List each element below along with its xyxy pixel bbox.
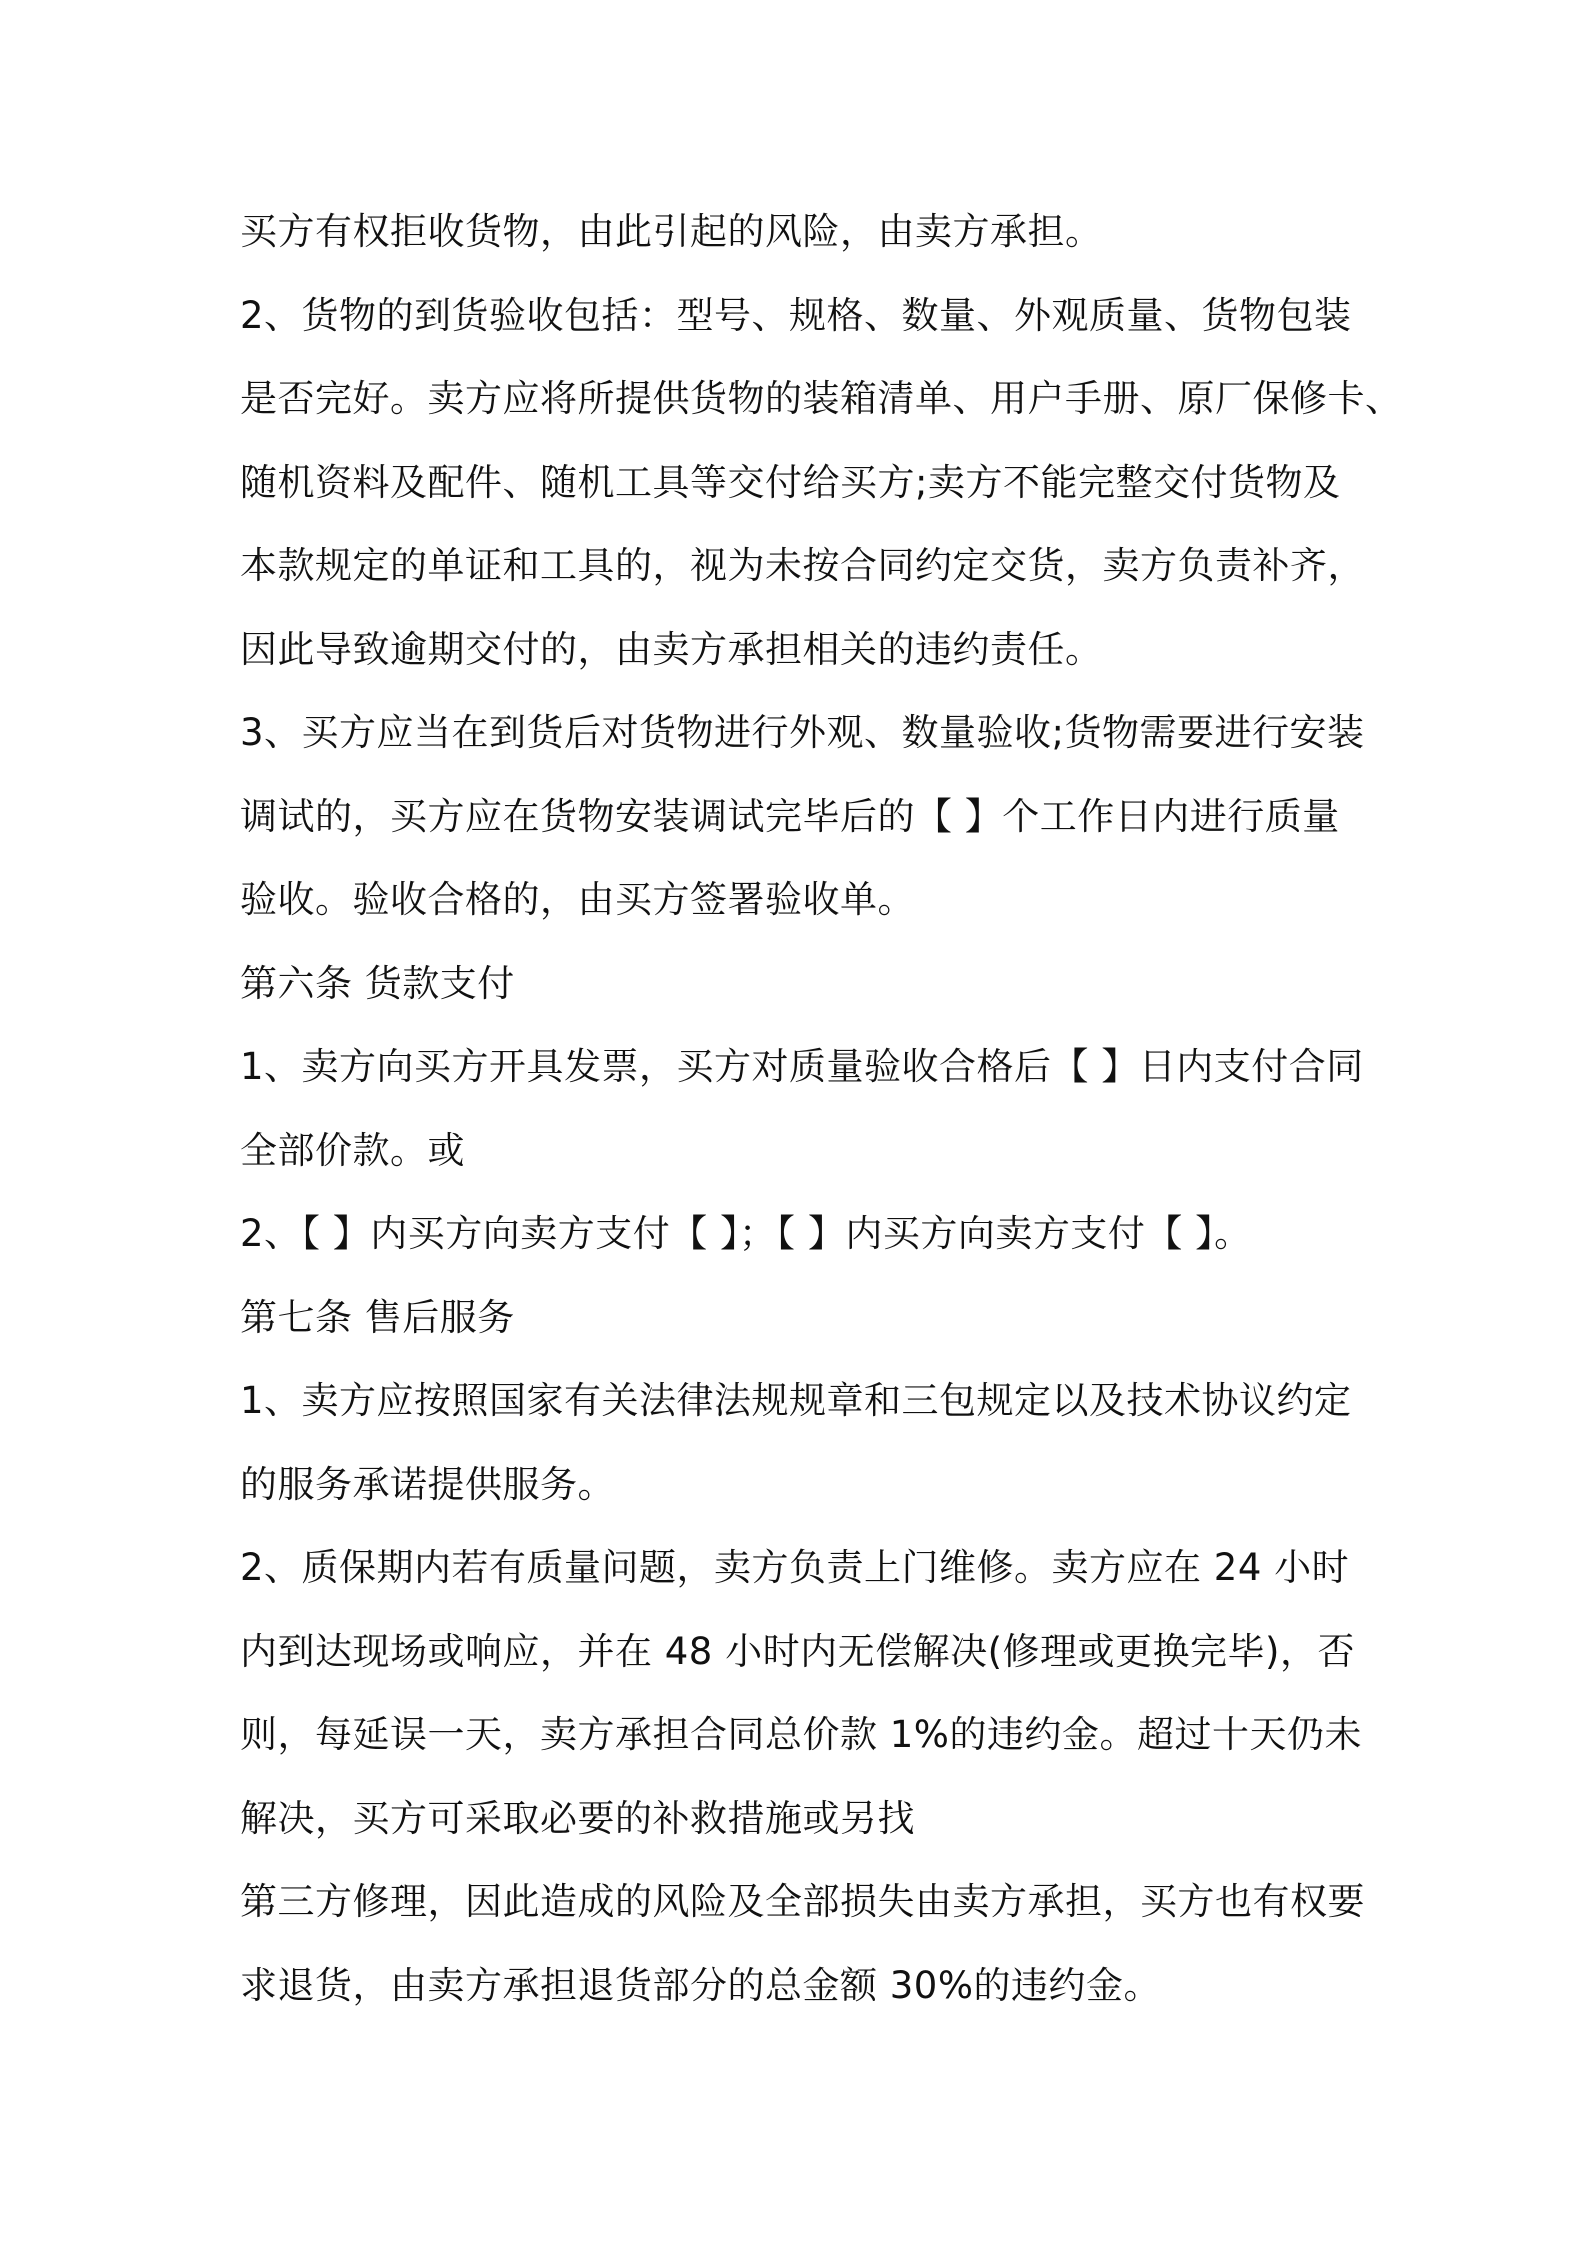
text-line: 3、买方应当在到货后对货物进行外观、数量验收;货物需要进行安装 (240, 711, 1365, 754)
text-line: 第三方修理，因此造成的风险及全部损失由卖方承担，买方也有权要 (240, 1880, 1365, 1923)
text-line: 求退货，由卖方承担退货部分的总金额 30%的违约金。 (240, 1963, 1161, 2007)
text-line: 本款规定的单证和工具的，视为未按合同约定交货，卖方负责补齐， (240, 544, 1365, 587)
text-line: 全部价款。或 (240, 1128, 465, 1172)
text-line: 则，每延误一天，卖方承担合同总价款 1%的违约金。超过十天仍未 (240, 1713, 1362, 1756)
text-line: 2、货物的到货验收包括：型号、规格、数量、外观质量、货物包装 (240, 293, 1352, 337)
text-line: 买方有权拒收货物，由此引起的风险，由卖方承担。 (240, 210, 1103, 253)
text-line: 的服务承诺提供服务。 (240, 1462, 615, 1506)
text-line: 解决，买方可采取必要的补救措施或另找 (240, 1796, 915, 1840)
text-line: 内到达现场或响应，并在 48 小时内无偿解决(修理或更换完毕)，否 (240, 1629, 1355, 1673)
text-line: 因此导致逾期交付的，由卖方承担相关的违约责任。 (240, 627, 1103, 671)
text-line: 2、【 】内买方向卖方支付【 】；【 】内买方向卖方支付【 】。 (240, 1212, 1252, 1255)
contract-text (240, 190, 1403, 2027)
text-line: 1、卖方向买方开具发票，买方对质量验收合格后【 】日内支付合同 (240, 1045, 1364, 1088)
text-line: 随机资料及配件、随机工具等交付给买方;卖方不能完整交付货物及 (240, 460, 1341, 504)
text-line: 2、质保期内若有质量问题，卖方负责上门维修。卖方应在 24 小时 (240, 1546, 1350, 1589)
text-line: 是否完好。卖方应将所提供货物的装箱清单、用户手册、原厂保修卡、 (240, 377, 1403, 420)
section-heading: 第七条 售后服务 (240, 1295, 515, 1339)
text-line: 验收。验收合格的，由买方签署验收单。 (240, 878, 915, 921)
text-line: 1、卖方应按照国家有关法律法规规章和三包规定以及技术协议约定 (240, 1379, 1352, 1422)
section-heading: 第六条 货款支付 (240, 961, 515, 1005)
text-line: 调试的，买方应在货物安装调试完毕后的【 】个工作日内进行质量 (240, 794, 1340, 838)
